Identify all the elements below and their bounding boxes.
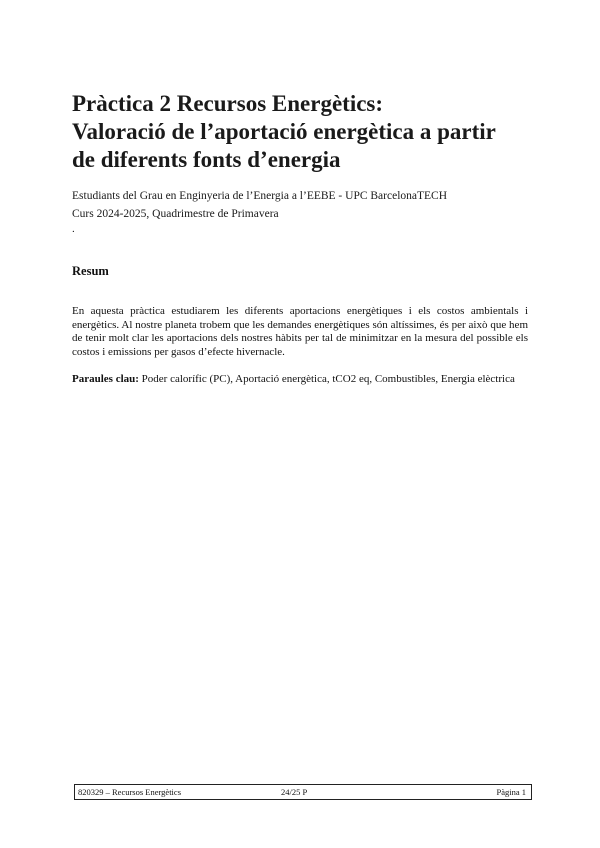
title-line-3: de diferents fonts d’energia	[72, 147, 341, 172]
affiliation-line: Estudiants del Grau en Enginyeria de l’Energia a l’EEBE - UPC BarcelonaTECH	[72, 190, 448, 202]
authors-dot: .	[72, 223, 75, 235]
footer-term: 24/25 P	[281, 787, 308, 797]
title-line-1: Pràctica 2 Recursos Energètics:	[72, 91, 384, 116]
footer-course-code: 820329 – Recursos Energètics	[78, 787, 182, 797]
document-title	[72, 90, 542, 174]
page-footer	[74, 784, 532, 800]
abstract-text: En aquesta pràctica estudiarem les diferents aportacions energètiques i els costos ambientals i energètics. Al nostre planeta trobem que les demandes energètiques són altíssimes, és per això que hem de tenir molt clar les aportacions dels nostres hàbits per tal de minimitzar en la mesura del possible els costos i emissions per gasos d’efecte hivernacle.	[72, 305, 528, 358]
footer-page-number: Pàgina 1	[496, 787, 526, 797]
keywords-label: Paraules clau:	[72, 373, 139, 385]
keywords-paragraph	[72, 373, 528, 387]
course-line: Curs 2024-2025, Quadrimestre de Primavera	[72, 208, 279, 220]
abstract-heading: Resum	[72, 264, 109, 278]
authors-block	[72, 187, 542, 235]
title-line-2: Valoració de l’aportació energètica a partir	[72, 119, 496, 144]
keywords-text: Poder calorífic (PC), Aportació energètica, tCO2 eq, Combustibles, Energia elèctrica	[141, 373, 515, 385]
